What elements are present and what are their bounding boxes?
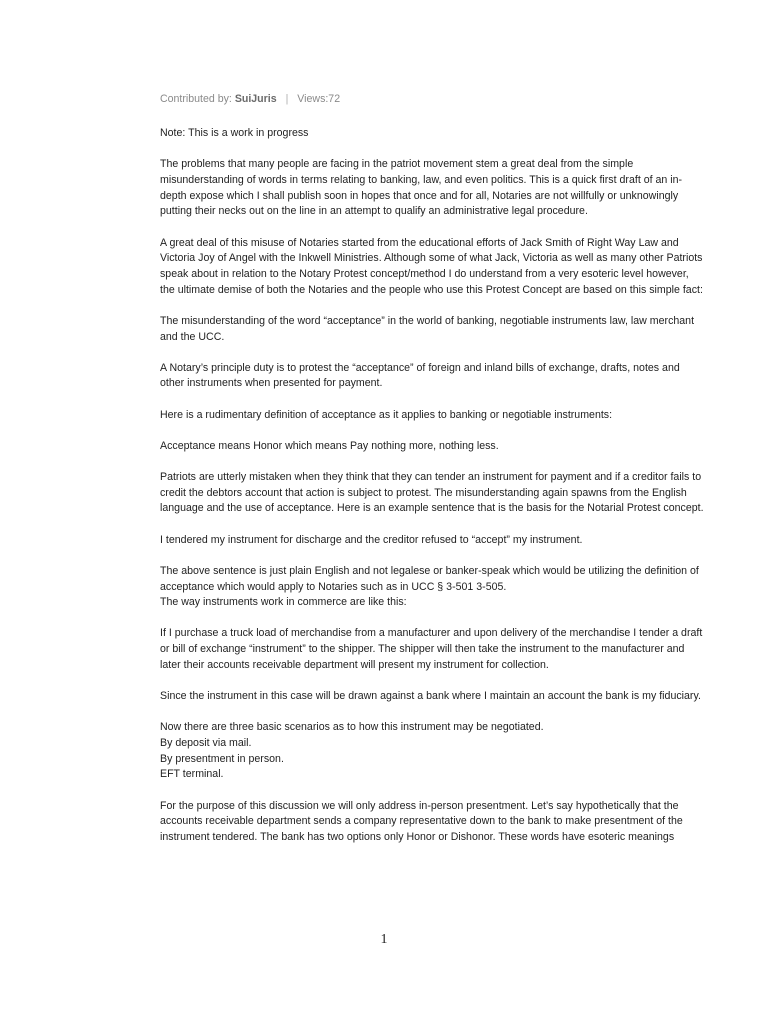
paragraph-line: A great deal of this misuse of Notaries started from the educational efforts of Jack Smith of Right Way Law and Victoria Joy of Angel with the Inkwell Ministries. Although some of what Jack, Victoria as well as many other Patriots speak about in relation to the Notary Protest concept/method I do understand from a very esoteric level however, the ultimate demise of both the Notaries and the people who use this Protest Concept are based on this simple fact: (160, 236, 703, 296)
paragraph-line: For the purpose of this discussion we will only address in-person presentment. Let’s say hypothetically that the accounts receivable department sends a company representative down to the bank to make presentment of the instrument tendered. The bank has two options only Honor or Dishonor. These words have esoteric meanings (160, 799, 683, 843)
meta-separator: | (285, 93, 289, 105)
author-name[interactable]: SuiJuris (234, 93, 277, 105)
paragraph-line: By deposit via mail. (160, 736, 252, 749)
paragraph-line: Since the instrument in this case will be drawn against a bank where I maintain an account the bank is my fiduciary. (160, 690, 701, 703)
paragraph (160, 314, 705, 345)
paragraph (160, 564, 705, 611)
paragraph (160, 626, 705, 673)
paragraph (160, 408, 705, 424)
paragraph-line: The way instruments work in commerce are like this: (160, 596, 407, 609)
paragraph (160, 799, 705, 846)
views-count: Views:72 (297, 93, 341, 105)
paragraph-line: I tendered my instrument for discharge and the creditor refused to “accept” my instrument. (160, 533, 583, 546)
paragraph (160, 236, 705, 299)
paragraph (160, 689, 705, 705)
contribution-info (160, 92, 705, 106)
paragraph-line: Patriots are utterly mistaken when they think that they can tender an instrument for payment and if a creditor fails to credit the debtors account that action is subject to protest. The misunderstanding again spawns from the English language and the use of acceptance. Here is an example sentence that is the basis for the Notarial Protest concept. (160, 471, 704, 515)
paragraph (160, 157, 705, 220)
paragraph (160, 439, 705, 455)
paragraph-line: A Notary’s principle duty is to protest the “acceptance” of foreign and inland bills of exchange, drafts, notes and other instruments when presented for payment. (160, 361, 680, 390)
paragraph (160, 470, 705, 517)
paragraph-line: The problems that many people are facing in the patriot movement stem a great deal from the simple misunderstanding of words in terms relating to banking, law, and even politics. This is a quick first draft of an in-depth expose which I shall publish soon in hopes that once and for all, Notaries are not willfully or unknowingly putting their necks out on the line in an attempt to qualify an administrative legal procedure. (160, 158, 683, 218)
paragraph-line: The misunderstanding of the word “acceptance” in the world of banking, negotiable instruments law, law merchant and the UCC. (160, 314, 695, 343)
paragraph-line: Note: This is a work in progress (160, 127, 309, 139)
paragraph-line: The above sentence is just plain English and not legalese or banker-speak which would be utilizing the definition of acceptance which would apply to Notaries such as in UCC § 3-501 3-505. (160, 564, 699, 593)
page-number: 1 (380, 932, 388, 947)
paragraph-line: Acceptance means Honor which means Pay nothing more, nothing less. (160, 439, 499, 452)
paragraph-line: Here is a rudimentary definition of acceptance as it applies to banking or negotiable instruments: (160, 408, 613, 421)
paragraph (160, 720, 705, 783)
paragraph (160, 533, 705, 549)
contributed-label: Contributed by: (160, 93, 232, 105)
paragraph (160, 126, 705, 142)
document-body (160, 126, 705, 846)
document-page (160, 92, 705, 861)
paragraph-line: If I purchase a truck load of merchandise from a manufacturer and upon delivery of the merchandise I tender a draft or bill of exchange “instrument” to the shipper. The shipper will then take the instrument to the manufacturer and later their accounts receivable department will present my instrument for collection. (160, 627, 703, 671)
paragraph-line: By presentment in person. (160, 752, 284, 765)
paragraph (160, 361, 705, 392)
paragraph-line: Now there are three basic scenarios as to how this instrument may be negotiated. (160, 721, 544, 734)
paragraph-line: EFT terminal. (160, 768, 224, 781)
